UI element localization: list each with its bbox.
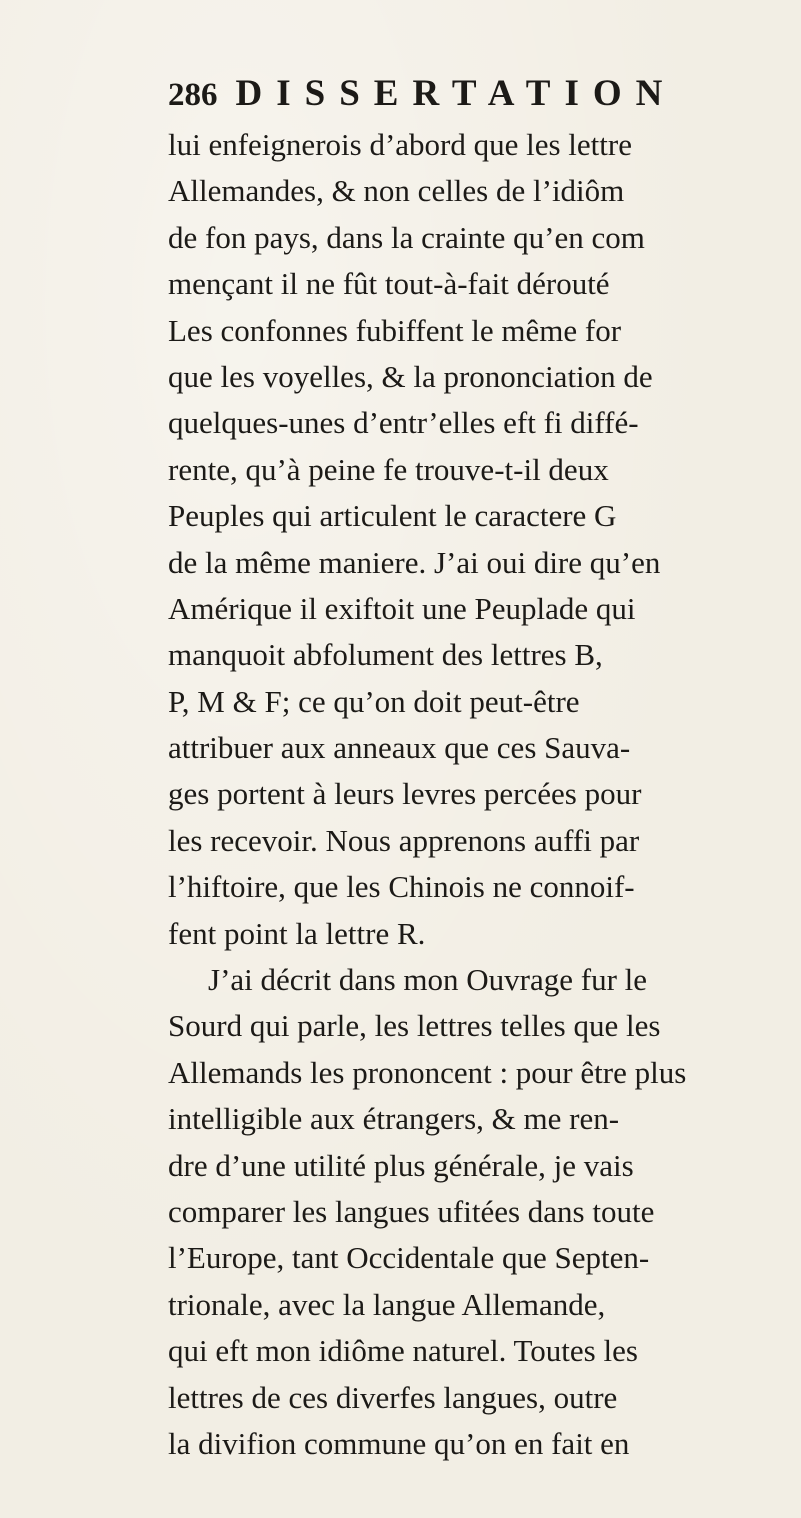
body-text [168, 122, 801, 1467]
page-header [168, 72, 676, 120]
text-line: ges portent à leurs levres percées pour [168, 776, 642, 812]
text-line: comparer les langues ufitées dans toute [168, 1193, 655, 1229]
text-line: Allemands les prononcent : pour être plus [168, 1054, 687, 1090]
text-line: manquoit abfolument des lettres B, [168, 637, 603, 673]
text-line: J’ai décrit dans mon Ouvrage fur le [208, 962, 648, 998]
text-line: Allemandes, & non celles de l’idiôm [168, 173, 625, 209]
text-line: que les voyelles, & la prononciation de [168, 358, 653, 394]
text-line: l’Europe, tant Occidentale que Septen- [168, 1240, 650, 1276]
text-line: rente, qu’à peine fe trouve-t-il deux [168, 451, 609, 487]
text-line: de la même maniere. J’ai oui dire qu’en [168, 544, 661, 580]
text-line: Amérique il exiftoit une Peuplade qui [168, 590, 636, 626]
text-line: trionale, avec la langue Allemande, [168, 1286, 606, 1322]
text-line: fent point la lettre R. [168, 915, 426, 951]
text-line: la divifion commune qu’on en fait en [168, 1425, 630, 1461]
text-line: intelligible aux étrangers, & me ren- [168, 1101, 620, 1137]
text-line: mençant il ne fût tout-à-fait dérouté [168, 266, 610, 302]
text-line: Les confonnes fubiffent le même for [168, 312, 622, 348]
page-number: 286 [168, 77, 218, 113]
text-line: attribuer aux anneaux que ces Sauva- [168, 730, 631, 766]
running-title: DISSERTATION [235, 73, 677, 114]
text-line: de fon pays, dans la crainte qu’en com [168, 219, 645, 255]
text-line: qui eft mon idiôme naturel. Toutes les [168, 1333, 638, 1369]
text-line: les recevoir. Nous apprenons auffi par [168, 822, 640, 858]
text-line: lettres de ces diverfes langues, outre [168, 1379, 618, 1415]
text-line: quelques-unes d’entr’elles eft fi diffé- [168, 405, 639, 441]
text-line: Sourd qui parle, les lettres telles que les [168, 1008, 661, 1044]
text-line: P, M & F; ce qu’on doit peut-être [168, 683, 580, 719]
text-line: lui enfeignerois d’abord que les lettre [168, 127, 632, 162]
text-line: dre d’une utilité plus générale, je vais [168, 1147, 634, 1183]
text-line: l’hiftoire, que les Chinois ne connoif- [168, 869, 635, 905]
text-line: Peuples qui articulent le caractere G [168, 498, 617, 534]
